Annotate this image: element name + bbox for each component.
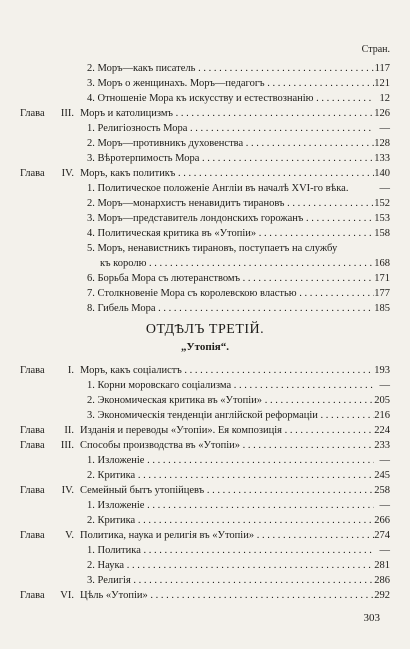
chapter-numeral: IV. [61,168,74,179]
toc-entry [0,573,410,588]
entry-title: 7. Столкновеніе Мора съ королевскою властью . . . [87,286,374,301]
entry-title: 5. Моръ, ненавистникъ тирановъ, поступаетъ на службу [87,243,338,254]
toc-entry [0,151,410,166]
toc-entry-continuation [0,256,410,271]
entry-page: 292 [374,590,390,601]
entry-title: 3. Моръ о женщинахъ. Моръ—педагогъ . . . [87,76,374,91]
toc-chapter [0,588,410,603]
toc-entry [0,181,410,196]
page-column-header [0,42,410,57]
entry-title: 2. Экономическая критика въ «Утопіи» . . . [87,393,374,408]
chapter-numeral: V. [65,530,74,541]
entry-title: 2. Критика . . . [87,468,374,483]
entry-page: — [379,500,390,511]
toc-entry [0,196,410,211]
entry-page: 258 [374,485,390,496]
entry-title: 8. Гибель Мора . . . [87,301,374,316]
toc-entry [0,271,410,286]
section-subtitle: „Утопія“. [181,341,229,353]
entry-title: 1. Политическое положеніе Англіи въ началѣ XVI-го вѣка. [87,183,349,194]
entry-page: 216 [374,410,390,421]
entry-title: 3. Экономическія тенденціи англійской реформаціи . . . [87,408,374,423]
toc-entry [0,558,410,573]
entry-title: 3. Моръ—представитель лондонскихъ горожанъ . . . [87,211,374,226]
entry-title: 2. Критика . . . [87,513,374,528]
toc-entry [0,468,410,483]
toc-entry [0,543,410,558]
toc-entry [0,393,410,408]
entry-page: 12 [379,93,390,104]
entry-title: 2. Моръ—противникъ духовенства . . . [87,136,374,151]
entry-title: 3. Религія . . . [87,573,374,588]
toc-entry [0,408,410,423]
chapter-label: Глава [20,485,45,496]
toc-entry [0,226,410,241]
page-column-label: Стран. [361,44,390,55]
toc-chapter [0,528,410,543]
toc-entry [0,76,410,91]
toc-entry [0,378,410,393]
entry-title: 6. Борьба Мора съ лютеранствомъ . . . [87,271,374,286]
chapter-numeral: VI. [60,590,74,601]
toc-entry [0,91,410,106]
chapter-label: Глава [20,168,45,179]
entry-page: 168 [374,258,390,269]
toc-entry [0,286,410,301]
toc-entry [0,513,410,528]
chapter-label: Глава [20,108,45,119]
toc-entry [0,121,410,136]
chapter-label: Глава [20,440,45,451]
entry-page: 128 [374,138,390,149]
chapter-title: Способы производства въ «Утопіи» . . . [80,438,374,453]
entry-page: 126 [374,108,390,119]
entry-page: — [379,380,390,391]
toc-entry [0,61,410,76]
entry-page: 171 [374,273,390,284]
entry-page: — [379,545,390,556]
entry-page: — [379,123,390,134]
chapter-label: Глава [20,365,45,376]
chapter-numeral: IV. [61,485,74,496]
entry-page: 158 [374,228,390,239]
entry-page: 140 [374,168,390,179]
toc-entry [0,498,410,513]
toc-entry [0,211,410,226]
entry-title: 1. Политика . . . [87,543,374,558]
entry-title: 2. Моръ—монархистъ ненавидитъ тирановъ . . . [87,196,374,211]
entry-page: 152 [374,198,390,209]
entry-page: 177 [374,288,390,299]
entry-page: 121 [374,78,390,89]
entry-title: 1. Изложеніе . . . [87,498,374,513]
entry-title: 1. Религіозность Мора . . . [87,121,374,136]
entry-page: 117 [374,63,390,74]
chapter-title: Политика, наука и религія въ «Утопіи» . . . [80,528,374,543]
toc-entry [0,301,410,316]
entry-title: 4. Политическая критика въ «Утопіи» . . . [87,226,374,241]
chapter-title: Моръ, какъ соціалистъ . . . [80,363,374,378]
toc-entry [0,453,410,468]
toc-entry [0,241,410,256]
entry-page: 245 [374,470,390,481]
toc-chapter [0,363,410,378]
chapter-title: Моръ и католицизмъ . . . [80,106,374,121]
chapter-title: Цѣль «Утопіи» . . . [80,588,374,603]
toc-entry [0,136,410,151]
chapter-numeral: I. [67,365,74,376]
entry-page: 153 [374,213,390,224]
entry-page: — [379,183,390,194]
entry-page: 205 [374,395,390,406]
chapter-title: Моръ, какъ политикъ . . . [80,166,374,181]
entry-page: 233 [374,440,390,451]
chapter-label: Глава [20,530,45,541]
entry-title: 1. Изложеніе . . . [87,453,374,468]
entry-page: 185 [374,303,390,314]
entry-page: 274 [374,530,390,541]
entry-page: — [379,455,390,466]
toc-chapter [0,483,410,498]
entry-title: 2. Наука . . . [87,558,374,573]
entry-page: 286 [374,575,390,586]
chapter-numeral: III. [60,440,74,451]
chapter-numeral: II. [64,425,74,436]
entry-title: 2. Моръ—какъ писатель . . . [87,61,374,76]
toc-chapter [0,423,410,438]
chapter-title: Изданія и переводы «Утопіи». Ея композиція . . . [80,423,374,438]
toc-chapter [0,166,410,181]
entry-title: къ королю . . . [100,256,374,271]
entry-page: 266 [374,515,390,526]
entry-page: 281 [374,560,390,571]
chapter-title: Семейный бытъ утопійцевъ . . . [80,483,374,498]
entry-title: 4. Отношеніе Мора къ искусству и естествознанію . . . [87,91,374,106]
toc-chapter [0,106,410,121]
entry-title: 1. Корни моровскаго соціализма . . . [87,378,374,393]
entry-page: 133 [374,153,390,164]
entry-title: 3. Вѣротерпимость Мора . . . [87,151,374,166]
section-title: ОТДѢЛЪ ТРЕТІЙ. [145,322,265,337]
chapter-label: Глава [20,425,45,436]
entry-page: 224 [374,425,390,436]
chapter-label: Глава [20,590,45,601]
entry-page: 193 [374,365,390,376]
toc-chapter [0,438,410,453]
page-number: 303 [363,612,380,624]
chapter-numeral: III. [60,108,74,119]
